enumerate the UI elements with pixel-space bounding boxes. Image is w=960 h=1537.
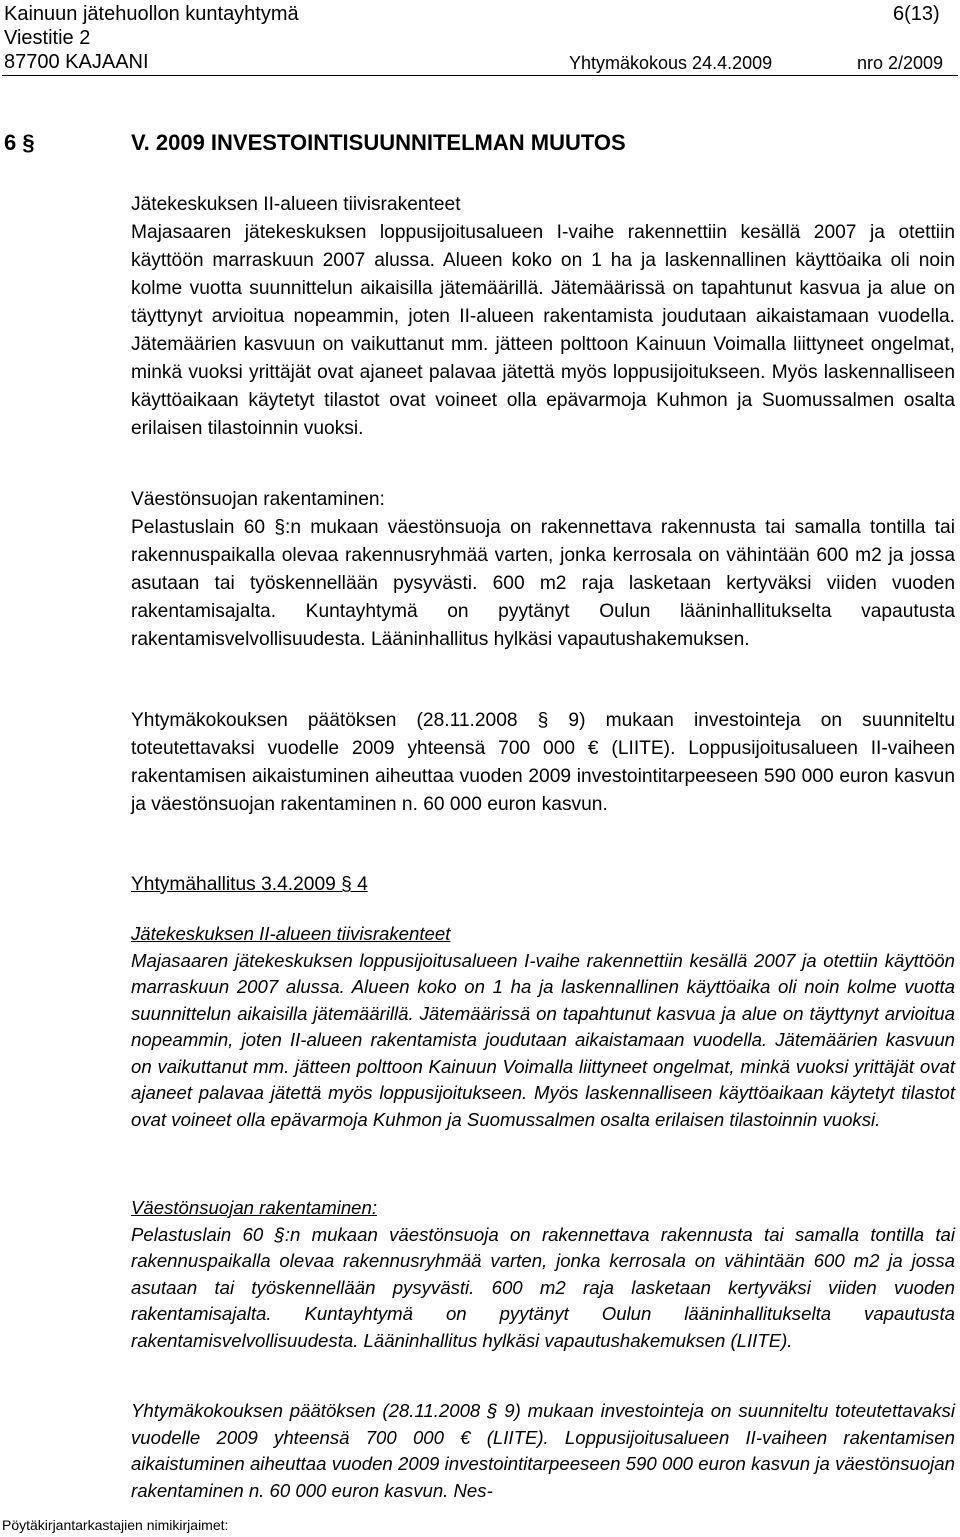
part1-paragraph-1: Majasaaren jätekeskuksen loppusijoitusalueen I-vaihe rakennettiin kesällä 2007 ja otettiin käyttöön marraskuun 2007 alussa. Alueen koko on 1 ha ja laskennallinen käyttöaika oli noin kolme vuotta suunnittelun aikaisilla jätemäärillä. Jätemäärissä on tapahtunut kasvua ja alue on täyttynyt arvioitua nopeammin, joten II-alueen rakentamista joudutaan aikaistamaan vuodella. Jätemäärien kasvuun on vaikuttanut mm. jätteen polttoon Kainuun Voimalla liittyneet ongelmat, minkä vuoksi yrittäjät ovat ajaneet palavaa jätettä myös loppusijoitukseen. Myös laskennalliseen käyttöaikaan käytetyt tilastot ovat voineet olla epävarmoja Kuhmon ja Suomussalmen osalta erilaisen tilastoinnin vuoksi. [131,222,955,439]
part2-paragraph-1: Majasaaren jätekeskuksen loppusijoitusalueen I-vaihe rakennettiin kesällä 2007 ja otettiin käyttöön marraskuun 2007 alussa. Alueen koko on 1 ha ja laskennallinen käyttöaika oli noin kolme vuotta suunnittelun aikaisilla jätemäärillä. Jätemäärissä on tapahtunut kasvua ja alue on täyttynyt arvioitua nopeammin, joten II-alueen rakentamista joudutaan aikaistamaan vuodella. Jätemäärien kasvuun on vaikuttanut mm. jätteen polttoon Kainuun Voimalla liittyneet ongelmat, minkä vuoksi yrittäjät ovat ajaneet palavaa jätettä myös loppusijoitukseen. Myös laskennalliseen käyttöaikaan käytetyt tilastot ovat voineet olla epävarmoja Kuhmon ja Suomussalmen osalta erilaisen tilastoinnin vuoksi. [131,949,955,1130]
part2-shelter-block [131,1195,955,1354]
section-number: 6 § [4,130,35,155]
part2-paragraph-2: Pelastuslain 60 §:n mukaan väestönsuoja on rakennettava rakennusta tai samalla tontilla tai rakennuspaikalla olevaa rakennusryhmää varten, jonka kerrosala on vähintään 600 m2 ja jossa asutaan tai työskennellään pysyvästi. 600 m2 raja lasketaan kertyväksi viiden vuoden rakentamisajalta. Kuntayhtymä on pyytänyt Oulun lääninhallitukselta vapautusta rakentamisvelvollisuudesta. Lääninhallitus hylkäsi vapautushakemuksen (LIITE). [131,1223,955,1351]
part2-subheading: Jätekeskuksen II-alueen tiivisrakenteet [131,923,451,944]
part1-shelter-block [131,486,955,654]
address-line-1: Viestitie 2 [4,27,91,49]
part2-decision-block [131,1398,955,1504]
meeting-number: nro 2/2009 [857,53,944,73]
part2-paragraph-3: Yhtymäkokouksen päätöksen (28.11.2008 § 9) mukaan investointeja on suunniteltu toteutettavaksi vuodelle 2009 yhteensä 700 000 € (LIITE). Loppusijoitusalueen II-vaiheen rakentamisen aikaistuminen aiheuttaa vuoden 2009 investointitarpeeseen 590 000 euron kasvun ja väestönsuojan rakentaminen n. 60 000 euron kasvun. Nes- [131,1400,955,1501]
section-title: V. 2009 INVESTOINTISUUNNITELMAN MUUTOS [131,130,626,155]
part1-block [131,191,955,443]
meeting-date: Yhtymäkokous 24.4.2009 [569,53,773,73]
part1-decision-block [131,707,955,819]
part2-heading-block [131,871,955,899]
part2-block [131,921,955,1133]
part1-subheading: Jätekeskuksen II-alueen tiivisrakenteet [131,194,461,215]
address-line-2: 87700 KAJAANI [4,51,149,73]
organization-name: Kainuun jätehuollon kuntayhtymä [4,3,299,25]
header-rule [2,75,958,76]
page-number: 6(13) [893,3,940,25]
part1-paragraph-2: Pelastuslain 60 §:n mukaan väestönsuoja on rakennettava rakennusta tai samalla tontilla tai rakennuspaikalla olevaa rakennusryhmää varten, jonka kerrosala on vähintään 600 m2 ja jossa asutaan tai työskennellään pysyvästi. 600 m2 raja lasketaan kertyväksi viiden vuoden rakentamisajalta. Kuntayhtymä on pyytänyt Oulun lääninhallitukselta vapautusta rakentamisvelvollisuudesta. Lääninhallitus hylkäsi vapautushakemuksen. [131,517,955,650]
footer-initials-label: Pöytäkirjantarkastajien nimikirjaimet: [2,1517,229,1533]
part1-paragraph-3: Yhtymäkokouksen päätöksen (28.11.2008 § 9) mukaan investointeja on suunniteltu toteutettavaksi vuodelle 2009 yhteensä 700 000 € (LIITE). Loppusijoitusalueen II-vaiheen rakentamisen aikaistuminen aiheuttaa vuoden 2009 investointitarpeeseen 590 000 euron kasvun ja väestönsuojan rakentaminen n. 60 000 euron kasvun. [131,710,955,815]
part2-shelter-heading: Väestönsuojan rakentaminen: [131,1197,378,1218]
part2-heading: Yhtymähallitus 3.4.2009 § 4 [131,874,368,895]
part1-shelter-heading: Väestönsuojan rakentaminen: [131,489,385,510]
